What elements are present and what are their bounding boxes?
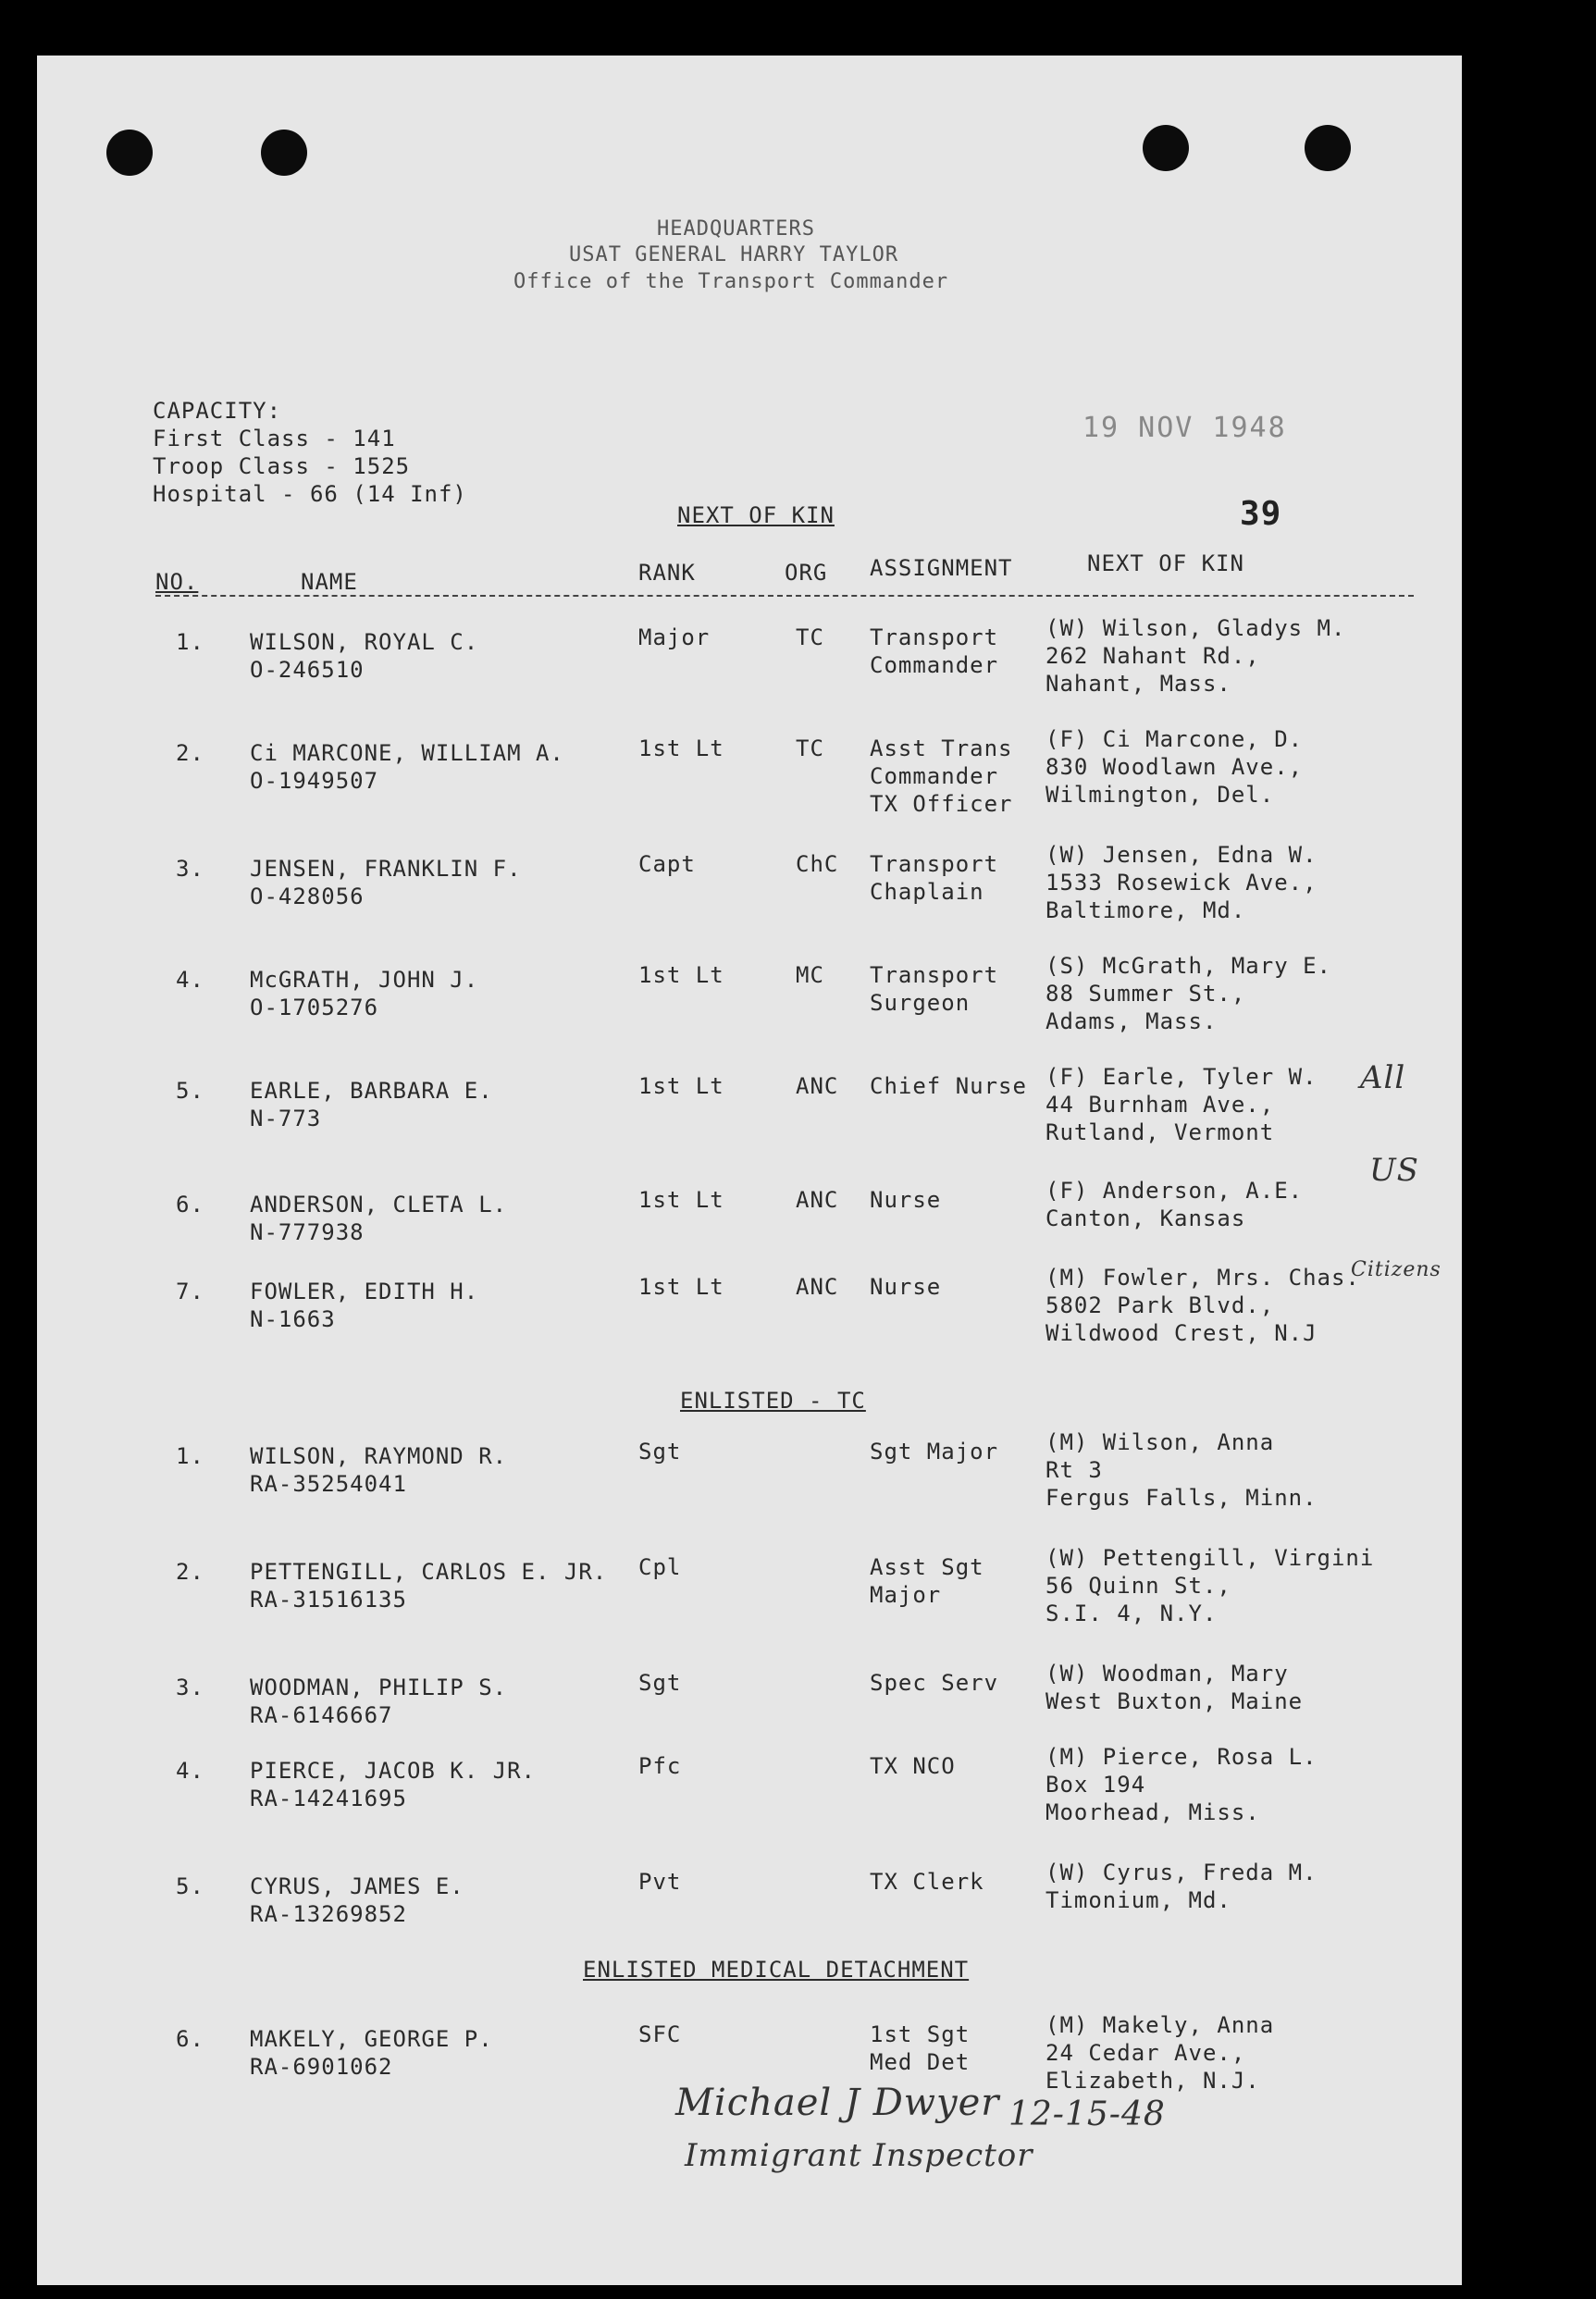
entry-number: 2. [176,1559,204,1585]
entry-org: ANC [796,1187,839,1213]
column-org: ORG [785,560,828,586]
entry-assignment: Chaplain [870,879,984,905]
entry-serial: N-777938 [250,1219,365,1245]
entry-assignment: TX Officer [870,791,1013,817]
entry-org: TC [796,735,824,761]
entry-next-of-kin: 262 Nahant Rd., [1045,643,1260,669]
entry-name: Ci MARCONE, WILLIAM A. [250,740,564,766]
annotation-line-3: Citizens [1351,1258,1441,1281]
page-number: 39 [1240,495,1282,533]
column-kin: NEXT OF KIN [1087,550,1244,576]
punch-hole [1305,125,1351,171]
entry-next-of-kin: Baltimore, Md. [1045,897,1246,923]
entry-number: 6. [176,1192,204,1217]
entry-name: MAKELY, GEORGE P. [250,2026,493,2052]
entry-name: WOODMAN, PHILIP S. [250,1675,508,1700]
annotation-line-2: US [1369,1152,1419,1189]
entry-org: ANC [796,1274,839,1300]
entry-name: JENSEN, FRANKLIN F. [250,856,522,882]
entry-assignment: Commander [870,652,999,678]
entry-next-of-kin: (F) Earle, Tyler W. [1045,1064,1318,1090]
signature-title: Immigrant Inspector [685,2137,1033,2174]
column-rank: RANK [638,560,696,586]
column-no: NO. [155,569,199,595]
entry-assignment: Nurse [870,1274,942,1300]
entry-assignment: Asst Sgt [870,1554,984,1580]
punch-hole [106,130,153,176]
entry-next-of-kin: West Buxton, Maine [1045,1688,1304,1714]
entry-serial: RA-31516135 [250,1587,407,1613]
medical-title: ENLISTED MEDICAL DETACHMENT [583,1957,970,1983]
entry-number: 4. [176,967,204,993]
entry-assignment: Chief Nurse [870,1073,1027,1099]
capacity-title: CAPACITY: [153,398,282,424]
entry-serial: N-773 [250,1106,322,1131]
entry-name: FOWLER, EDITH H. [250,1279,479,1304]
entry-number: 3. [176,856,204,882]
entry-next-of-kin: (F) Anderson, A.E. [1045,1178,1304,1204]
entry-rank: Capt [638,851,696,877]
entry-serial: O-428056 [250,884,365,909]
entry-rank: SFC [638,2021,682,2047]
entry-assignment: Transport [870,962,999,988]
entry-rank: Sgt [638,1670,682,1696]
capacity-troop: Troop Class - 1525 [153,453,411,479]
date-stamp: 19 NOV 1948 [1083,412,1287,444]
entry-next-of-kin: (W) Jensen, Edna W. [1045,842,1318,868]
punch-hole [261,130,307,176]
entry-assignment: Med Det [870,2049,971,2075]
entry-name: McGRATH, JOHN J. [250,967,479,993]
entry-next-of-kin: (M) Wilson, Anna [1045,1429,1275,1455]
entry-org: ANC [796,1073,839,1099]
entry-name: PIERCE, JACOB K. JR. [250,1758,536,1784]
entry-rank: 1st Lt [638,735,724,761]
entry-next-of-kin: (W) Pettengill, Virgini [1045,1545,1375,1571]
capacity-hospital: Hospital - 66 (14 Inf) [153,481,467,507]
column-assignment: ASSIGNMENT [870,555,1013,581]
entry-name: CYRUS, JAMES E. [250,1873,464,1899]
entry-next-of-kin: Adams, Mass. [1045,1008,1218,1034]
header-rule [155,595,1414,597]
entry-number: 5. [176,1873,204,1899]
entry-serial: RA-6146667 [250,1702,393,1728]
entry-next-of-kin: 88 Summer St., [1045,981,1246,1007]
entry-next-of-kin: 830 Woodlawn Ave., [1045,754,1304,780]
entry-next-of-kin: 56 Quinn St., [1045,1573,1231,1599]
entry-number: 4. [176,1758,204,1784]
entry-next-of-kin: (W) Cyrus, Freda M. [1045,1860,1318,1885]
entry-name: PETTENGILL, CARLOS E. JR. [250,1559,608,1585]
entry-next-of-kin: Timonium, Md. [1045,1887,1231,1913]
entry-rank: 1st Lt [638,1187,724,1213]
entry-rank: Pfc [638,1753,682,1779]
entry-next-of-kin: (W) Woodman, Mary [1045,1661,1289,1687]
section-title: NEXT OF KIN [677,502,835,528]
entry-assignment: TX Clerk [870,1869,984,1895]
entry-assignment: Transport [870,851,999,877]
header-line-3: Office of the Transport Commander [513,270,949,293]
entry-assignment: Major [870,1582,942,1608]
entry-name: EARLE, BARBARA E. [250,1078,493,1104]
entry-number: 5. [176,1078,204,1104]
entry-rank: 1st Lt [638,1274,724,1300]
entry-number: 7. [176,1279,204,1304]
entry-next-of-kin: Elizabeth, N.J. [1045,2068,1260,2094]
entry-next-of-kin: (M) Makely, Anna [1045,2012,1275,2038]
entry-next-of-kin: 44 Burnham Ave., [1045,1092,1275,1118]
entry-rank: Major [638,624,711,650]
entry-serial: RA-35254041 [250,1471,407,1497]
entry-next-of-kin: (F) Ci Marcone, D. [1045,726,1304,752]
entry-serial: RA-13269852 [250,1901,407,1927]
entry-number: 1. [176,629,204,655]
punch-hole [1143,125,1189,171]
annotation-line-1: All [1360,1059,1406,1096]
entry-next-of-kin: Fergus Falls, Minn. [1045,1485,1318,1511]
entry-org: TC [796,624,824,650]
entry-next-of-kin: Moorhead, Miss. [1045,1799,1260,1825]
entry-next-of-kin: (M) Fowler, Mrs. Chas. [1045,1265,1360,1291]
entry-next-of-kin: 5802 Park Blvd., [1045,1292,1275,1318]
entry-serial: O-246510 [250,657,365,683]
entry-org: ChC [796,851,839,877]
entry-assignment: TX NCO [870,1753,956,1779]
entry-rank: Pvt [638,1869,682,1895]
header-line-2: USAT GENERAL HARRY TAYLOR [569,243,899,266]
entry-next-of-kin: Box 194 [1045,1772,1146,1798]
entry-serial: N-1663 [250,1306,336,1332]
document-page [37,56,1462,2285]
enlisted-title: ENLISTED - TC [680,1388,866,1414]
entry-number: 2. [176,740,204,766]
entry-org: MC [796,962,824,988]
entry-serial: O-1949507 [250,768,379,794]
entry-next-of-kin: Rutland, Vermont [1045,1119,1275,1145]
entry-serial: O-1705276 [250,995,379,1020]
entry-rank: 1st Lt [638,1073,724,1099]
entry-next-of-kin: (W) Wilson, Gladys M. [1045,615,1346,641]
entry-rank: 1st Lt [638,962,724,988]
entry-number: 1. [176,1443,204,1469]
entry-assignment: Transport [870,624,999,650]
entry-serial: RA-14241695 [250,1786,407,1811]
capacity-first: First Class - 141 [153,426,396,451]
entry-next-of-kin: Wilmington, Del. [1045,782,1275,808]
entry-next-of-kin: Rt 3 [1045,1457,1103,1483]
entry-name: WILSON, ROYAL C. [250,629,479,655]
entry-next-of-kin: 24 Cedar Ave., [1045,2040,1246,2066]
entry-number: 6. [176,2026,204,2052]
entry-next-of-kin: (S) McGrath, Mary E. [1045,953,1331,979]
entry-next-of-kin: 1533 Rosewick Ave., [1045,870,1318,896]
entry-number: 3. [176,1675,204,1700]
entry-next-of-kin: S.I. 4, N.Y. [1045,1601,1218,1626]
signature-name: Michael J Dwyer [675,2082,1000,2124]
signature-date: 12-15-48 [1008,2095,1166,2133]
entry-name: ANDERSON, CLETA L. [250,1192,508,1217]
entry-assignment: Commander [870,763,999,789]
entry-assignment: Nurse [870,1187,942,1213]
entry-assignment: 1st Sgt [870,2021,971,2047]
entry-next-of-kin: Wildwood Crest, N.J [1045,1320,1318,1346]
entry-next-of-kin: Nahant, Mass. [1045,671,1231,697]
entry-next-of-kin: Canton, Kansas [1045,1205,1246,1231]
header-line-1: HEADQUARTERS [657,217,815,241]
entry-serial: RA-6901062 [250,2054,393,2080]
entry-assignment: Spec Serv [870,1670,999,1696]
entry-assignment: Asst Trans [870,735,1013,761]
entry-assignment: Surgeon [870,990,971,1016]
entry-name: WILSON, RAYMOND R. [250,1443,508,1469]
entry-rank: Sgt [638,1439,682,1465]
column-name: NAME [301,569,358,595]
entry-assignment: Sgt Major [870,1439,999,1465]
entry-next-of-kin: (M) Pierce, Rosa L. [1045,1744,1318,1770]
entry-rank: Cpl [638,1554,682,1580]
